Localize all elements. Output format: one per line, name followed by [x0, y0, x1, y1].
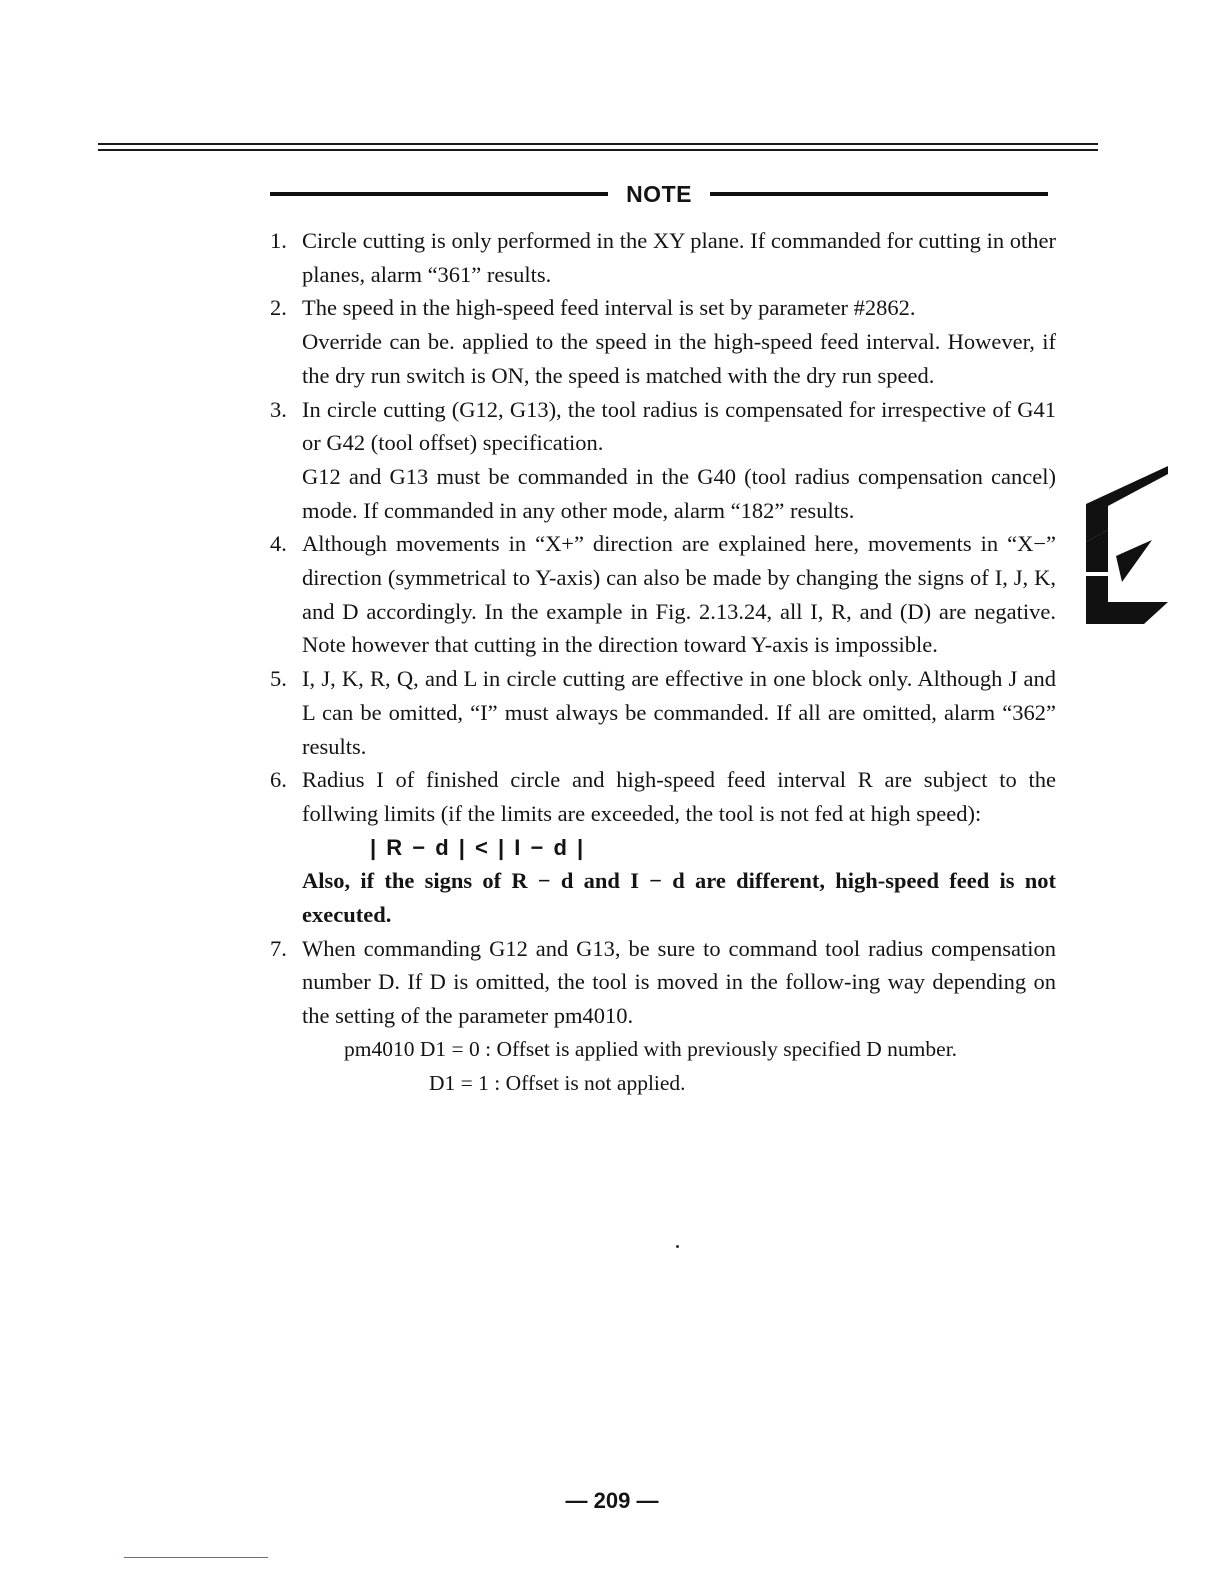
limit-formula: | R − d | < | I − d | [370, 834, 586, 860]
item-text: Radius I of finished circle and high-speed feed interval R are subject to the follwing limits (if the limits are exceeded, the tool is not fed at high speed): [302, 767, 1056, 826]
page-number: — 209 — [565, 1488, 659, 1513]
header-rule-upper [98, 143, 1098, 145]
item-text: When commanding G12 and G13, be sure to command tool radius compensation number D. If D is omitted, the tool is moved in the follow-ing way depending on the setting of the parameter pm4010. [302, 935, 1056, 1029]
footer-rule [124, 1557, 268, 1558]
note-item-4 [270, 527, 1056, 662]
chapter-tab-icon [1086, 464, 1168, 624]
parameter-setting-d1-0: pm4010 D1 = 0 : Offset is applied with previously specified D number. [344, 1036, 958, 1061]
header-rule-lower [98, 149, 1098, 151]
speck [676, 1245, 679, 1248]
item-text: In circle cutting (G12, G13), the tool radius is compensated for irrespective of G41 or G42 (tool offset) specification. [302, 396, 1056, 456]
item-number: 6. [270, 767, 287, 793]
note-heading [270, 180, 1048, 208]
note-rule-right [710, 192, 1048, 196]
item-number: 3. [270, 396, 287, 422]
note-item-7 [270, 932, 1056, 1101]
item-number: 7. [270, 935, 287, 961]
item-text: Although movements in “X+” direction are explained here, movements in “X−” direction (symmetrical to Y-axis) can also be made by changing the signs of I, J, K, and D accordingly. In the example in Fig. 2.13.24, all I, R, and (D) are negative. Note however that cutting in the direction toward Y-axis is impossible. [302, 531, 1056, 658]
note-title: NOTE [626, 180, 692, 207]
note-list [270, 224, 1056, 1100]
note-item-5 [270, 662, 1056, 763]
item-number: 2. [270, 295, 287, 321]
item-number: 1. [270, 228, 287, 253]
item-text: Override can be. applied to the speed in the high-speed feed interval. However, if the dry run switch is ON, the speed is matched with the dry run speed. [302, 329, 1056, 388]
item-text: The speed in the high-speed feed interval is set by parameter #2862. [302, 295, 916, 321]
item-number: 4. [270, 531, 287, 557]
item-text-after: Also, if the signs of R − d and I − d are different, high-speed feed is not executed. [302, 868, 1056, 928]
item-number: 5. [270, 666, 287, 692]
item-text: Circle cutting is only performed in the XY plane. If commanded for cutting in other planes, alarm “361” results. [302, 228, 1056, 287]
note-item-6 [270, 763, 1056, 932]
parameter-setting-d1-1: D1 = 1 : Offset is not applied. [429, 1070, 686, 1095]
note-item-3 [270, 393, 1056, 528]
note-item-2 [270, 291, 1056, 392]
item-text: G12 and G13 must be commanded in the G40 (tool radius compensation cancel) mode. If commanded in any other mode, alarm “182” results. [302, 463, 1056, 523]
item-text: I, J, K, R, Q, and L in circle cutting are effective in one block only. Although J and L can be omitted, “I” must always be commanded. If all are omitted, alarm “362” results. [302, 666, 1056, 759]
note-item-1 [270, 224, 1056, 291]
note-rule-left [270, 192, 608, 196]
